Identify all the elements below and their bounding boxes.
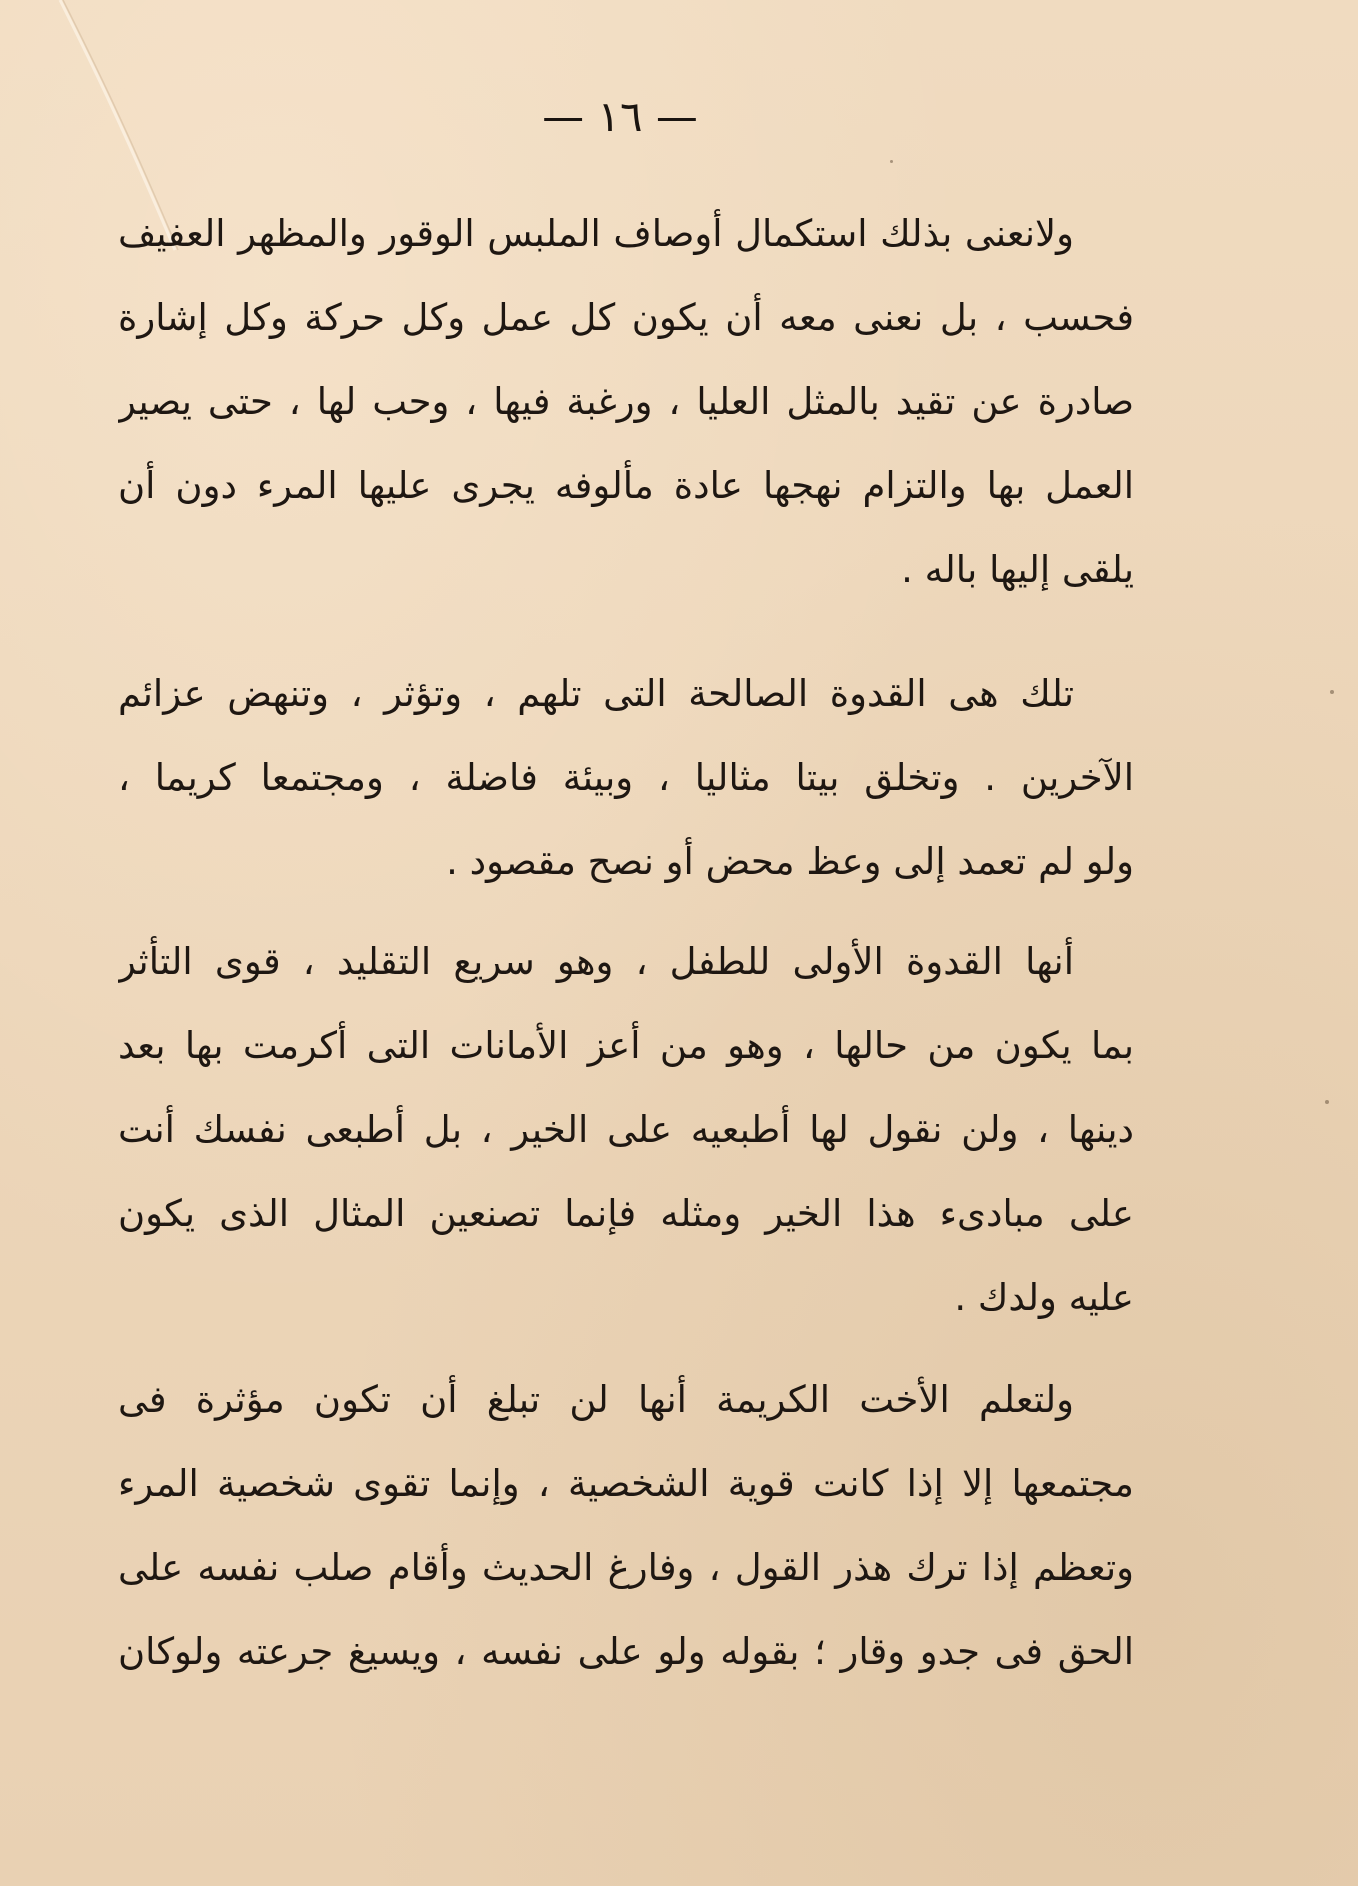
- text-line: أنها القدوة الأولى للطفل ، وهو سريع التقليد ، قوى التأثر: [118, 940, 1074, 983]
- page-number: — ١٦ —: [542, 92, 698, 141]
- text-line: صادرة عن تقيد بالمثل العليا ، ورغبة فيها ، وحب لها ، حتى يصير: [118, 380, 1134, 423]
- paragraph-4: [118, 1358, 1134, 1694]
- paragraph-2: [118, 652, 1134, 904]
- paragraph-1: [118, 192, 1134, 612]
- text-line: يلقى إليها باله .: [901, 548, 1134, 591]
- text-line: دينها ، ولن نقول لها أطبعيه على الخير ، بل أطبعى نفسك أنت: [118, 1108, 1134, 1151]
- text-line: ولانعنى بذلك استكمال أوصاف الملبس الوقور والمظهر العفيف: [118, 212, 1074, 255]
- paper-speck: [890, 160, 893, 163]
- text-line: ولو لم تعمد إلى وعظ محض أو نصح مقصود .: [446, 840, 1134, 883]
- text-line: تلك هى القدوة الصالحة التى تلهم ، وتؤثر ، وتنهض عزائم: [118, 672, 1074, 715]
- text-line: عليه ولدك .: [954, 1276, 1134, 1319]
- text-line: الآخرين . وتخلق بيتا مثاليا ، وبيئة فاضلة ، ومجتمعا كريما ،: [118, 756, 1134, 799]
- text-line: الحق فى جدو وقار ؛ بقوله ولو على نفسه ، ويسيغ جرعته ولوكان: [118, 1630, 1134, 1673]
- paragraph-3: [118, 920, 1134, 1340]
- paper-speck: [1330, 690, 1334, 694]
- text-line: ولتعلم الأخت الكريمة أنها لن تبلغ أن تكون مؤثرة فى: [118, 1378, 1074, 1421]
- text-line: فحسب ، بل نعنى معه أن يكون كل عمل وكل حركة وكل إشارة: [118, 296, 1134, 339]
- text-line: مجتمعها إلا إذا كانت قوية الشخصية ، وإنما تقوى شخصية المرء: [118, 1462, 1134, 1505]
- text-line: على مبادىء هذا الخير ومثله فإنما تصنعين المثال الذى يكون: [118, 1192, 1134, 1235]
- text-line: العمل بها والتزام نهجها عادة مألوفه يجرى عليها المرء دون أن: [118, 464, 1134, 507]
- paper-speck: [1325, 1100, 1329, 1104]
- text-line: وتعظم إذا ترك هذر القول ، وفارغ الحديث وأقام صلب نفسه على: [118, 1546, 1134, 1589]
- text-line: بما يكون من حالها ، وهو من أعز الأمانات التى أكرمت بها بعد: [118, 1024, 1134, 1067]
